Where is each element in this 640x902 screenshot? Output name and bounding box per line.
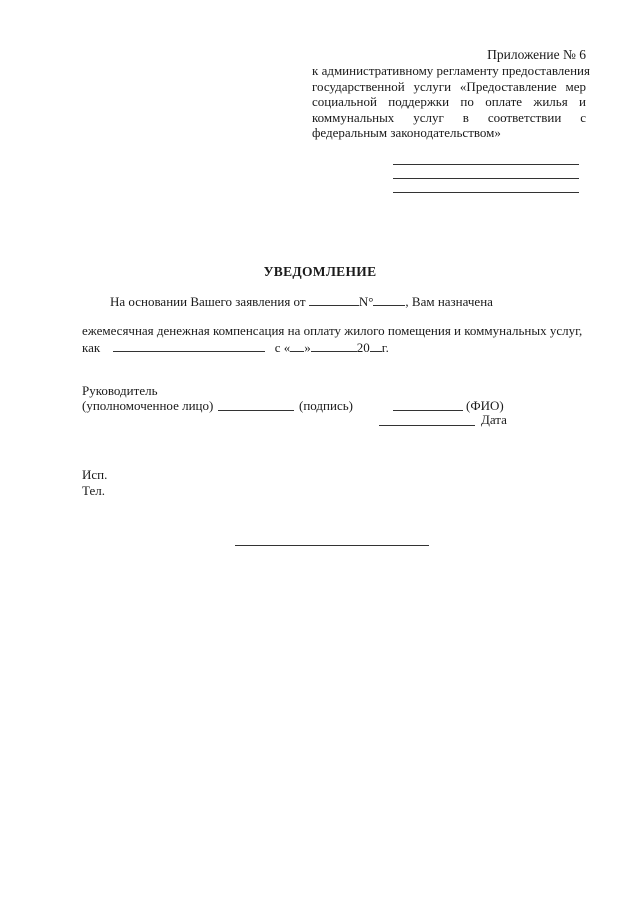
appendix-line: государственной услуги «Предоставление мер [312,78,586,94]
fio-field[interactable] [393,410,463,411]
appendix-line: федеральным законодательством» [312,125,501,141]
signature-field[interactable] [218,410,294,411]
year-prefix: 20 [356,340,370,355]
application-number-field[interactable] [373,293,405,306]
year-field[interactable] [370,339,382,352]
application-date-field[interactable] [309,293,359,306]
body-line-2: ежемесячная денежная компенсация на оплату жилого помещения и коммунальных услуг, [82,323,583,338]
number-label: N° [358,294,374,309]
body-line1-suffix: , Вам назначена [405,294,493,309]
executor-label: Исп. [82,467,108,482]
day-field[interactable] [290,339,304,352]
body-line-1 [110,293,493,310]
addressee-line[interactable] [393,164,579,165]
appendix-line: к административному регламенту предоставления [312,63,590,78]
phone-label: Тел. [82,483,105,498]
quote-close: » [304,340,311,355]
fio-label: (ФИО) [466,398,504,413]
signature-label: (подпись) [299,398,353,413]
appendix-description [312,63,590,141]
document-heading: УВЕДОМЛЕНИЕ [263,264,377,279]
authorized-person-label: (уполномоченное лицо) [82,398,214,413]
body-line3-prefix: как [82,340,101,355]
signature-head: Руководитель [82,383,158,398]
appendix-line: социальной поддержки по оплате жилья и [312,94,586,110]
addressee-line[interactable] [393,192,579,193]
date-field[interactable] [379,425,475,426]
body-line1-prefix: На основании Вашего заявления от [110,294,306,309]
appendix-title: Приложение № 6 [487,47,586,62]
appendix-line: коммунальных услуг в соответствии с [312,109,586,125]
bottom-separator [235,545,429,546]
year-suffix: г. [381,340,389,355]
month-field[interactable] [311,339,357,352]
body-line-3 [82,339,389,356]
from-label: с « [274,340,291,355]
compensation-recipient-field[interactable] [113,339,265,352]
addressee-line[interactable] [393,178,579,179]
date-label: Дата [481,412,507,427]
